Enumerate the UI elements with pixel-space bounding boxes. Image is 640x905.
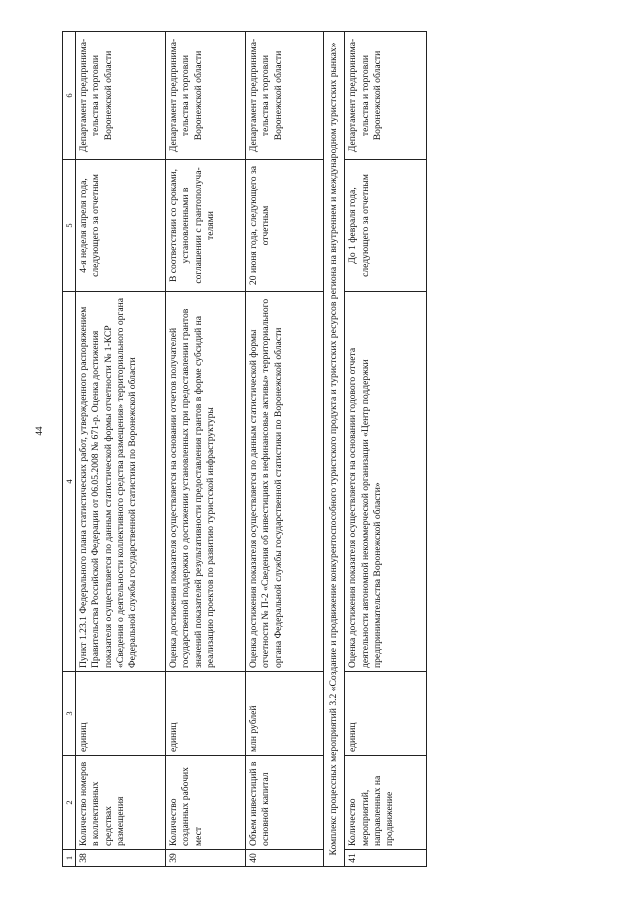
table-row [166,32,246,867]
indicator-name: Количество созданных рабочих мест [166,756,246,850]
section-title: Комплекс процессных мероприятий 3.2 «Создание и продвижение конкурентоспособного туристского продукта и туристских ресурсов региона на внутреннем и международном туристских рынках» [324,32,345,867]
col-header: 3 [63,672,76,756]
unit: млн рублей [246,672,324,756]
column-number-row [63,32,76,867]
col-header: 4 [63,292,76,672]
responsible: Департамент предпринима-тельства и торговли Воронежской области [76,32,166,160]
responsible: Департамент предпринима-тельства и торговли Воронежской области [166,32,246,160]
table-row [345,32,427,867]
col-header: 5 [63,160,76,292]
indicator-table [62,31,427,867]
unit: единиц [166,672,246,756]
calculation-method: Оценка достижения показателя осуществляется на основании годового отчета деятельности автономной некоммерческой организации «Центр поддержки предпринимательства Воронежской области» [345,292,427,672]
calculation-method: Оценка достижения показателя осуществляется на основании отчетов получателей государственной поддержки о достижении установленных при предоставлении грантов значений показателей результативности предоставления грантов в форме субсидий на реализацию проектов по развитию туристской инфраструктуры [166,292,246,672]
row-number: 41 [345,850,427,867]
landscape-sheet [62,32,622,867]
indicator-name: Количество номеров в коллективных средствах размещения [76,756,166,850]
page-number: 44 [34,426,44,436]
section-row [324,32,345,867]
row-number: 38 [76,850,166,867]
deadline: 20 июня года, следующего за отчетным [246,160,324,292]
table-row [246,32,324,867]
deadline: До 1 февраля года, следующего за отчетным [345,160,427,292]
calculation-method: Оценка достижения показателя осуществляется по данным статистической формы отчетности № П-2 «Сведения об инвестициях в нефинансовые активы» территориального органа Федеральной службы государственной статистики по Воронежской области [246,292,324,672]
unit: единиц [345,672,427,756]
responsible: Департамент предпринима-тельства и торговли Воронежской области [246,32,324,160]
row-number: 40 [246,850,324,867]
responsible: Департамент предпринима-тельства и торговли Воронежской области [345,32,427,160]
col-header: 6 [63,32,76,160]
indicator-name: Объем инвестиций в основной капитал [246,756,324,850]
calculation-method: Пункт 1.23.1 Федерального плана статистических работ, утвержденного распоряжением Правительства Российской Федерации от 06.05.2008 № 671-р. Оценка достижения показателя осуществляется по данным статистической формы отчетности № 1-КСР «Сведения о деятельности коллективного средства размещения» территориального органа Федеральной службы государственной статистики по Воронежской области [76,292,166,672]
indicator-name: Количество мероприятий, направленных на продвижение [345,756,427,850]
col-header: 1 [63,850,76,867]
unit: единиц [76,672,166,756]
table-row [76,32,166,867]
deadline: В соответствии со сроками, установленными в соглашении с грантополуча-телями [166,160,246,292]
deadline: 4-я неделя апреля года, следующего за отчетным [76,160,166,292]
row-number: 39 [166,850,246,867]
col-header: 2 [63,756,76,850]
